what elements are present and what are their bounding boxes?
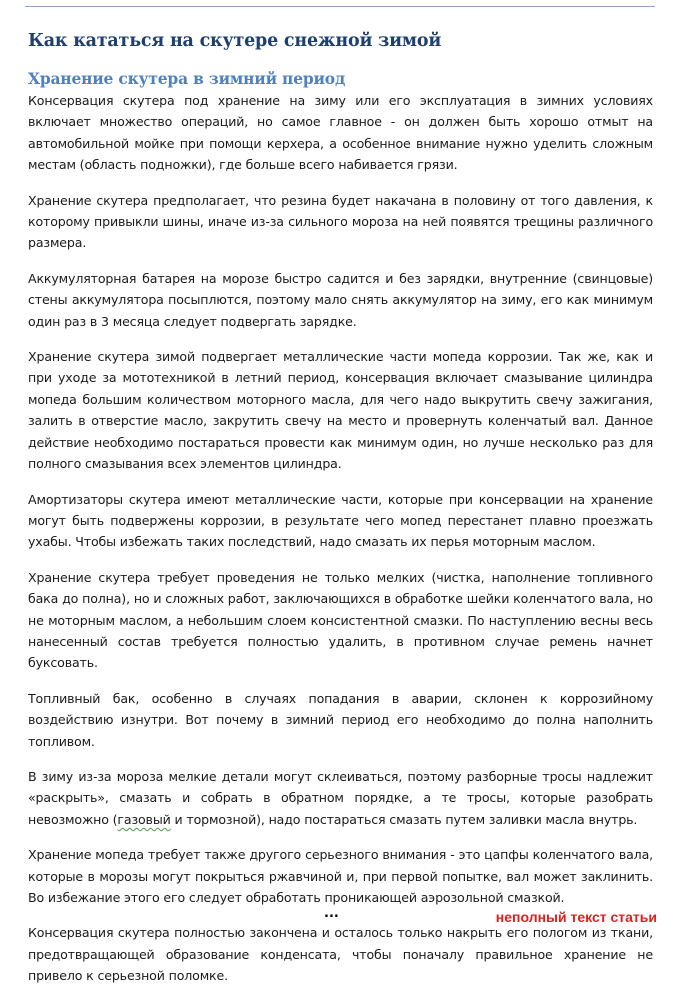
paragraph: Топливный бак, особенно в случаях попадания в аварии, склонен к коррозийному воздействию изнутри. Вот почему в зимний период его необходимо до полна наполнить топливом.: [28, 690, 653, 749]
paragraph: Хранение мопеда требует также другого серьезного внимания - это цапфы коленчатого вала, которые в морозы могут покрыться ржавчиной и, при первой попытке, вал может заклинить. Во избежание этого его следует обработать проникающей аэрозольной смазкой.: [28, 847, 653, 905]
paragraph: Амортизаторы скутера имеют металлические части, которые при консервации на хранение могут быть подвержены коррозии, в результате чего мопед перестанет плавно проезжать ухабы. Чтобы избежать таких последствий, надо смазать их перья моторным маслом.: [28, 491, 653, 550]
incomplete-text-notice: неполный текст статьи: [495, 909, 657, 925]
article-body: [28, 90, 653, 1001]
section-heading: Хранение скутера в зимний период: [28, 69, 346, 88]
paragraph-text: В зиму из-за мороза мелкие детали могут склеиваться, поэтому разборные тросы надлежит «раскрыть», смазать и собрать в обратном порядке, а те тросы, которые разобрать невозможно (: [28, 768, 653, 827]
paragraph: Хранение скутера зимой подвергает металлические части мопеда коррозии. Так же, как и при уходе за мототехникой в летний период, консервация включает смазывание цилиндра мопеда большим количеством моторного масла, для чего надо выкрутить свечу зажигания, залить в отверстие масло, закрутить свечу на место и провернуть коленчатый вал. Данное действие необходимо постараться провести как минимум один, но лучше несколько раз для полного смазывания всех элементов цилиндра.: [28, 349, 653, 472]
page-title: Как кататься на скутере снежной зимой: [28, 31, 442, 51]
paragraph: Консервация скутера под хранение на зиму или его эксплуатация в зимних условиях включает множество операций, но самое главное - он должен быть хорошо отмыт на автомобильной мойке при помощи керхера, а особенное внимание нужно уделить сложным местам (область подножки), где больше всего набивается грязи.: [28, 93, 653, 173]
paragraph: Хранение скутера требует проведения не только мелких (чистка, наполнение топливного бака до полна), но и сложных работ, заключающихся в обработке шейки коленчатого вала, но не моторным маслом, а небольшим слоем консистентной смазки. По наступлению весны весь нанесенный состав требуется полностью удалить, в противном случае ремень начнет буксовать.: [28, 569, 653, 671]
top-divider: [25, 6, 655, 7]
paragraph-text: и тормозной), надо постараться смазать путем заливки масла внутрь.: [170, 811, 638, 827]
spellcheck-marked-word: газовый: [117, 811, 171, 827]
paragraph: Консервация скутера полностью закончена и осталось только накрыть его пологом из ткани, предотвращающей образование конденсата, чтобы поначалу правильное хранение не привело к серьезной поломке.: [28, 925, 653, 984]
continuation-ellipsis: ...: [324, 906, 339, 921]
paragraph: Хранение скутера предполагает, что резина будет накачана в половину от того давления, к которому привыкли шины, иначе из-за сильного мороза на ней появятся трещины различного размера.: [28, 192, 653, 251]
paragraph: Аккумуляторная батарея на морозе быстро садится и без зарядки, внутренние (свинцовые) стены аккумулятора посыплются, поэтому мало снять аккумулятор на зиму, его как минимум один раз в 3 месяца следует подвергать зарядке.: [28, 270, 653, 329]
paragraph: [28, 766, 653, 830]
